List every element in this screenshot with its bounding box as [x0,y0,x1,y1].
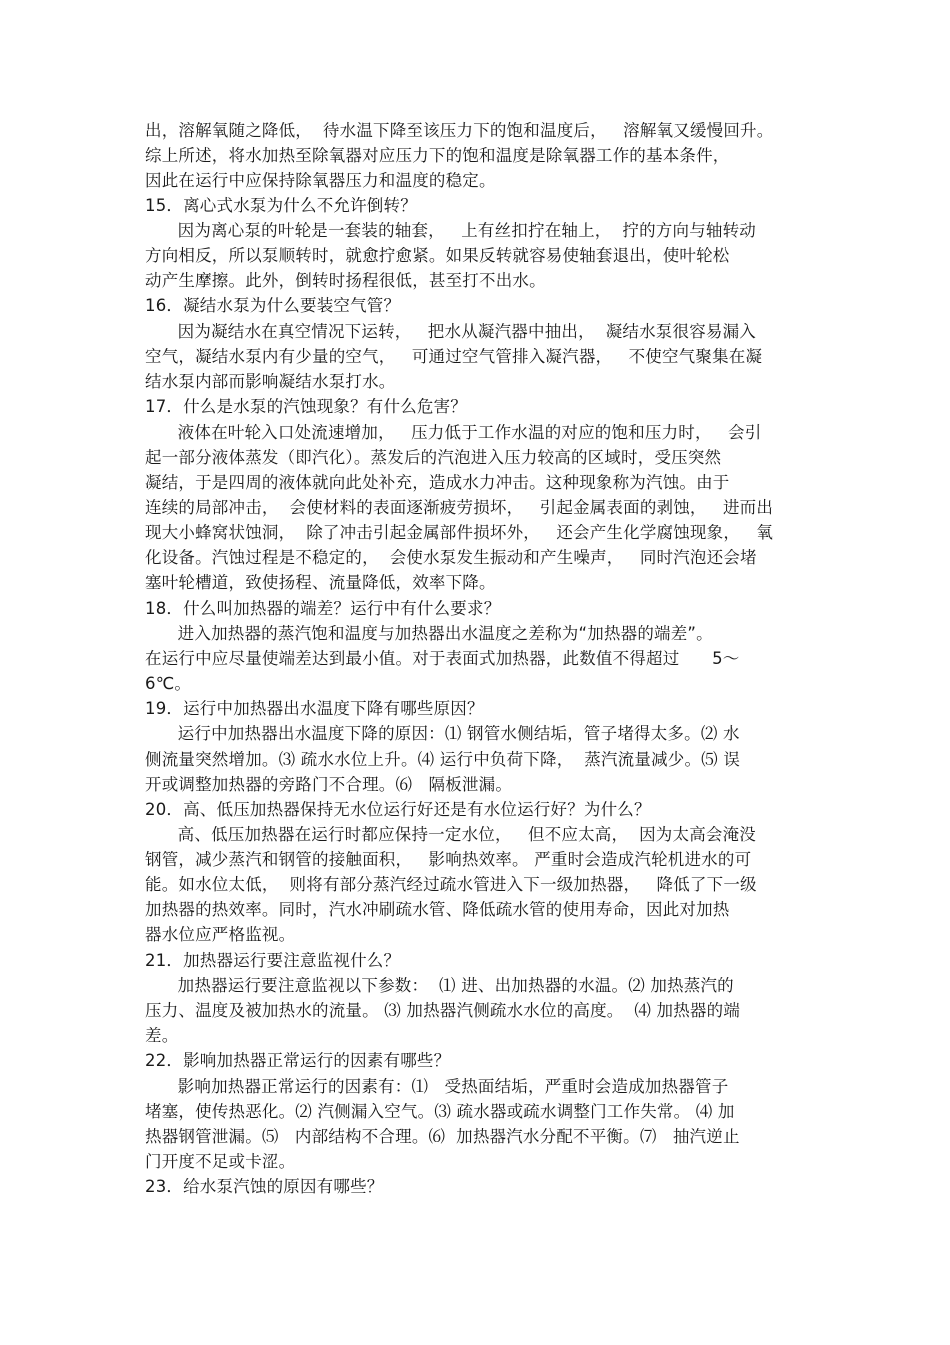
text-line: 20．高、低压加热器保持无水位运行好还是有水位运行好？为什么？ [145,800,651,819]
text-line: 现大小蜂窝状蚀洞， 除了冲击引起金属部件损坏外， 还会产生化学腐蚀现象， 氧 [145,523,774,542]
text-line: 侧流量突然增加。⑶ 疏水水位上升。⑷ 运行中负荷下降， 蒸汽流量减少。⑸ 误 [145,750,741,769]
text-line: 连续的局部冲击， 会使材料的表面逐渐疲劳损坏， 引起金属表面的剥蚀， 进而出 [145,498,774,517]
text-line: 因为离心泵的叶轮是一套装的轴套， 上有丝扣拧在轴上， 拧的方向与轴转动 [145,221,756,240]
text-line: 出，溶解氧随之降低， 待水温下降至该压力下的饱和温度后， 溶解氧又缓慢回升。 [145,121,774,140]
text-line: 16．凝结水泵为什么要装空气管？ [145,296,401,315]
text-line: 18．什么叫加热器的端差？运行中有什么要求？ [145,599,501,618]
text-line: 高、低压加热器在运行时都应保持一定水位， 但不应太高， 因为太高会淹没 [145,825,756,844]
text-line: 能。如水位太低， 则将有部分蒸汽经过疏水管进入下一级加热器， 降低了下一级 [145,875,757,894]
text-line: 开或调整加热器的旁路门不合理。⑹ 隔板泄漏。 [145,775,513,794]
text-line: 门开度不足或卡涩。 [145,1152,296,1171]
text-line: 动产生摩擦。此外，倒转时扬程很低，甚至打不出水。 [145,271,546,290]
text-line: 起一部分液体蒸发（即汽化）。蒸发后的汽泡进入压力较高的区域时，受压突然 [145,448,722,467]
text-line: 进入加热器的蒸汽饱和温度与加热器出水温度之差称为“加热器的端差”。 [145,624,713,643]
text-line: 15．离心式水泵为什么不允许倒转？ [145,196,417,215]
text-line: 堵塞，使传热恶化。⑵ 汽侧漏入空气。⑶ 疏水器或疏水调整门工作失常。 ⑷ 加 [145,1102,735,1121]
text-line: 钢管，减少蒸汽和钢管的接触面积， 影响热效率。 严重时会造成汽轮机进水的可 [145,850,752,869]
text-line: 塞叶轮槽道，致使扬程、流量降低，效率下降。 [145,573,496,592]
text-line: 结水泵内部而影响凝结水泵打水。 [145,372,396,391]
text-line: 22．影响加热器正常运行的因素有哪些？ [145,1051,451,1070]
text-line: 17．什么是水泵的汽蚀现象？有什么危害？ [145,397,467,416]
text-line: 因为凝结水在真空情况下运转， 把水从凝汽器中抽出， 凝结水泵很容易漏入 [145,322,756,341]
text-line: 压力、温度及被加热水的流量。 ⑶ 加热器汽侧疏水水位的高度。 ⑷ 加热器的端 [145,1001,741,1020]
text-line: 化设备。汽蚀过程是不稳定的， 会使水泵发生振动和产生噪声， 同时汽泡还会堵 [145,548,757,567]
text-line: 因此在运行中应保持除氧器压力和温度的稳定。 [145,171,496,190]
text-line: 液体在叶轮入口处流速增加， 压力低于工作水温的对应的饱和压力时， 会引 [145,423,762,442]
text-line: 23．给水泵汽蚀的原因有哪些？ [145,1177,384,1196]
text-line: 在运行中应尽量使端差达到最小值。对于表面式加热器，此数值不得超过 5～ [145,649,740,668]
text-line: 21．加热器运行要注意监视什么？ [145,951,401,970]
text-line: 影响加热器正常运行的因素有：⑴ 受热面结垢，严重时会造成加热器管子 [145,1077,729,1096]
text-line: 凝结，于是四周的液体就向此处补充，造成水力冲击。这种现象称为汽蚀。由于 [145,473,730,492]
text-line: 19．运行中加热器出水温度下降有哪些原因？ [145,699,484,718]
text-line: 运行中加热器出水温度下降的原因：⑴ 钢管水侧结垢，管子堵得太多。⑵ 水 [145,724,740,743]
text-line: 热器钢管泄漏。⑸ 内部结构不合理。⑹ 加热器汽水分配不平衡。⑺ 抽汽逆止 [145,1127,740,1146]
text-line: 加热器运行要注意监视以下参数： ⑴ 进、出加热器的水温。⑵ 加热蒸汽的 [145,976,734,995]
text-line: 方向相反，所以泵顺转时，就愈拧愈紧。如果反转就容易使轴套退出，使叶轮松 [145,246,730,265]
text-line: 加热器的热效率。同时，汽水冲刷疏水管、降低疏水管的使用寿命，因此对加热 [145,900,730,919]
text-line: 6℃。 [145,674,192,693]
text-line: 差。 [145,1026,179,1045]
text-line: 综上所述，将水加热至除氧器对应压力下的饱和温度是除氧器工作的基本条件， [145,146,730,165]
text-line: 空气，凝结水泵内有少量的空气， 可通过空气管排入凝汽器， 不使空气聚集在凝 [145,347,763,366]
text-line: 器水位应严格监视。 [145,925,296,944]
